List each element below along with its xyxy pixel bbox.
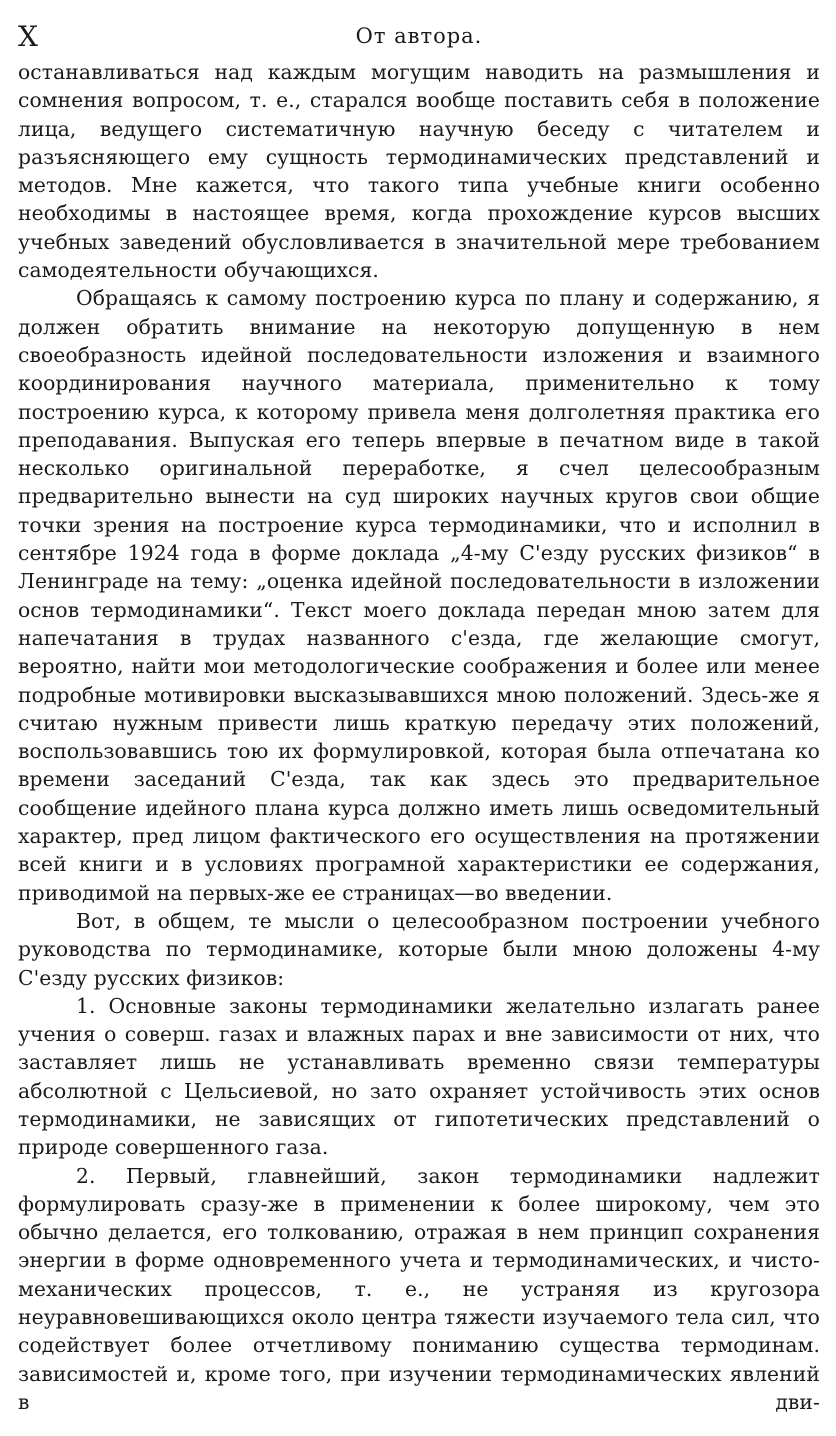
paragraph-congress-intro: Вот, в общем, те мысли о целесообразном построении учебного руководства по термодинамике, которые были мною доложены 4-му С'езду русских физиков:	[18, 908, 820, 990]
list-item-point-1: 1. Основные законы термодинамики желательно излагать ранее учения о соверш. газах и влажных парах и вне зависимости от них, что заставляет лишь не устанавливать временно связи температуры абсолютной с Цельсиевой, но зато охраняет устойчивость этих основ термодинамики, не зависящих от гипотетических представлений о природе совершенного газа.	[18, 993, 820, 1160]
running-title: От автора.	[355, 24, 483, 48]
body-text	[18, 58, 820, 1416]
paragraph-course-structure: Обращаясь к самому построению курса по плану и содержанию, я должен обратить внимание на некоторую допущенную в нем своеобразность идейной последовательности изложения и взаимного координирования научного материала, применительно к тому построению курса, к которому привела меня долголетняя практика его преподавания. Выпуская его теперь впервые в печатном виде в такой несколько оригинальной переработке, я счел целесообразным предварительно вынести на суд широких научных кругов свои общие точки зрения на построение курса термодинамики, что и исполнил в сентябре 1924 года в форме доклада „4-му С'езду русских физиков“ в Ленинграде на тему: „оценка идейной последовательности в изложении основ термодинамики“. Текст моего доклада передан мною затем для напечатания в трудах названного с'езда, где желающие смогут, вероятно, найти мои методологические соображения и более или менее подробные мотивировки высказывавшихся мною положений. Здесь-же я считаю нужным привести лишь краткую передачу этих положений, воспользовавшись тою их формулировкой, которая была отпечатана ко времени заседаний С'езда, так как здесь это предварительное сообщение идейного плана курса должно иметь лишь осведомительный характер, пред лицом фактического его осуществления на протяжении всей книги и в условиях програмной характеристики ее содержания, приводимой на первых-же ее страницах—во введении.	[18, 286, 820, 905]
list-item-point-2: 2. Первый, главнейший, закон термодинамики надлежит формулировать сразу-же в применении к более широкому, чем это обычно делается, его толкованию, отражая в нем принцип сохранения энергии в форме одновременного учета и термодинамических, и чисто-механических процессов, т. е., не устраняя из кругозора неуравновешивающихся около центра тяжести изучаемого тела сил, что содействует более отчетливому пониманию существа термодинам. зависимостей и, кроме того, при изучении термодинамических явлений в дви-	[18, 1163, 820, 1414]
paragraph-continued: останавливаться над каждым могущим наводить на размышления и сомнения вопросом, т. е., старался вообще поставить себя в положение лица, ведущего систематичную научную беседу с читателем и разъясняющего ему сущность термодинамических представлений и методов. Мне кажется, что такого типа учебные книги особенно необходимы в настоящее время, когда прохождение курсов высших учебных заведений обусловливается в значительной мере требованием самодеятельности обучающихся.	[18, 60, 820, 283]
page-number: X	[18, 20, 39, 53]
page-header	[18, 14, 820, 58]
